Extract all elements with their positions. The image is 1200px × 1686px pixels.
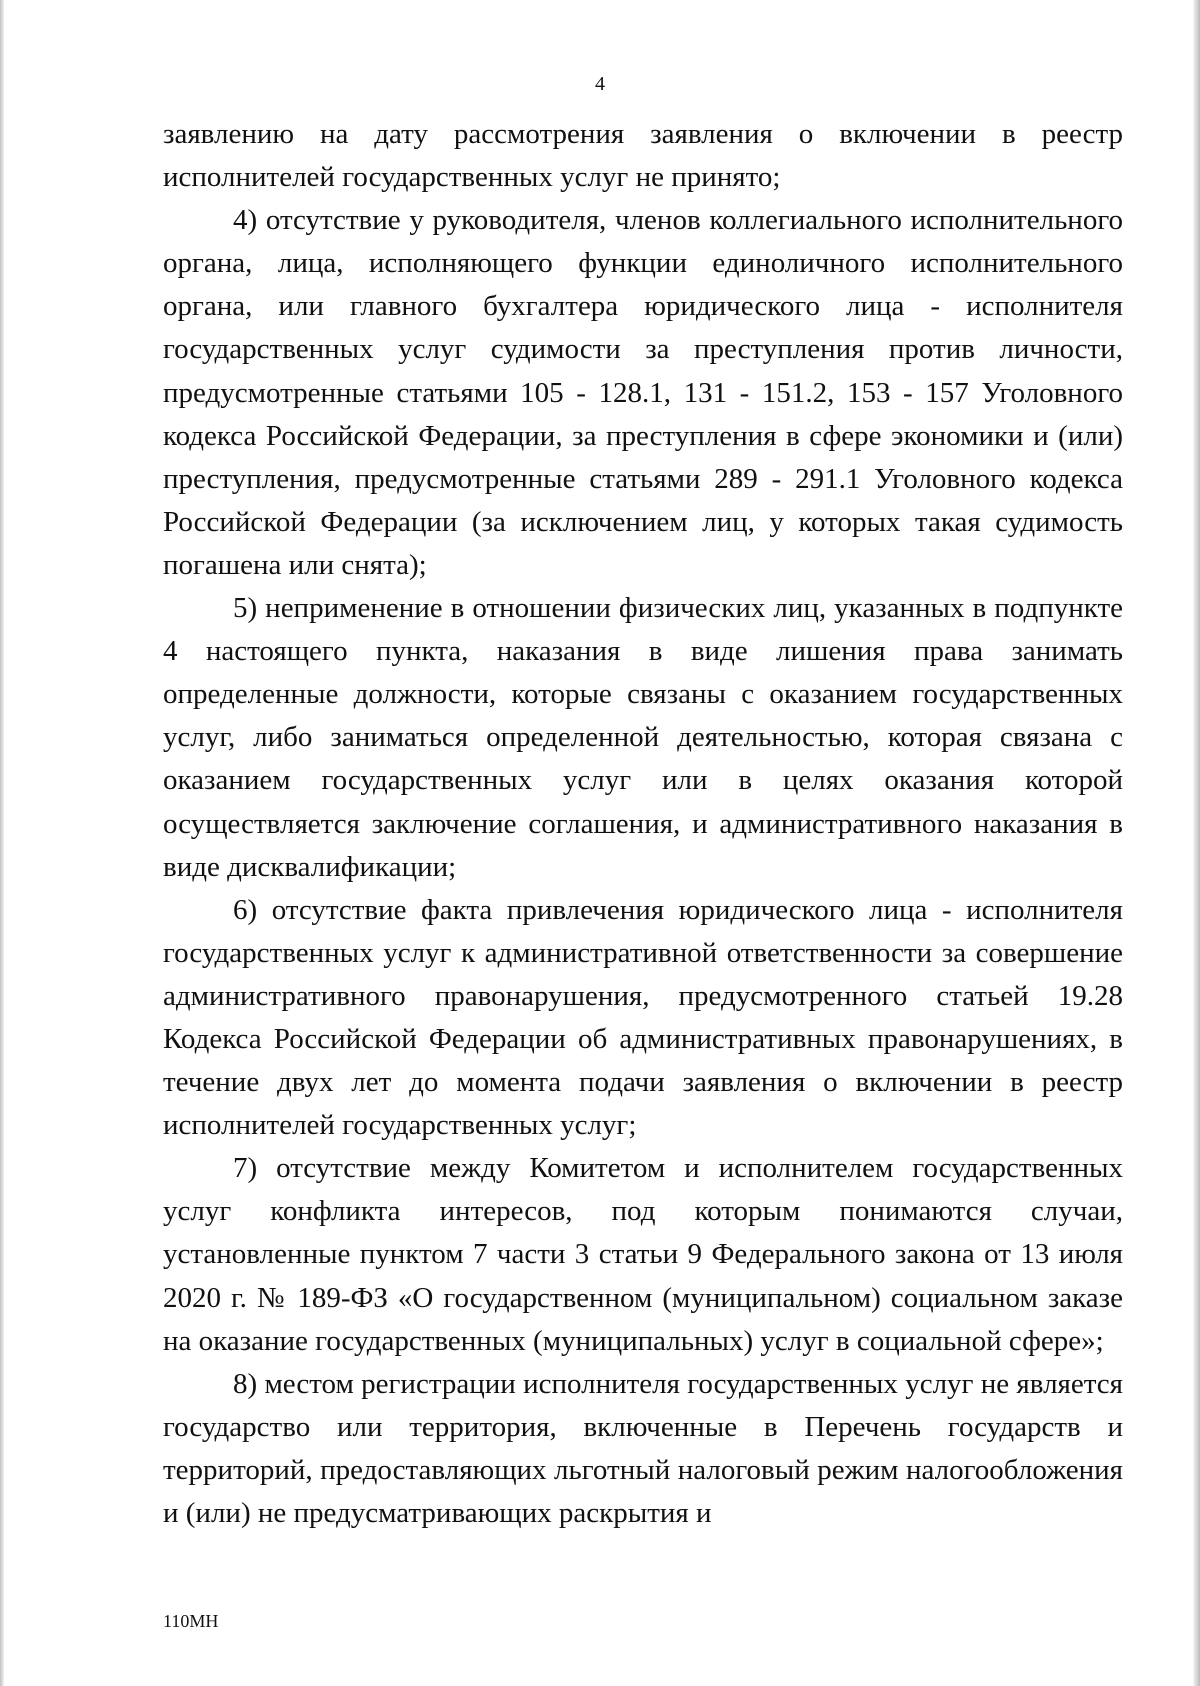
paragraph-item-6: 6) отсутствие факта привлечения юридического лица - исполнителя государственных услуг к административной ответственности за совершение административного правонарушения, предусмотренного статьей 19.28 Кодекса Российской Федерации об административных правонарушениях, в течение двух лет до момента подачи заявления о включении в реестр исполнителей государственных услуг; [163,893,1123,1142]
paragraph-continuation: заявлению на дату рассмотрения заявления о включении в реестр исполнителей государственных услуг не принято; [163,118,1123,194]
paragraph-item-5: 5) неприменение в отношении физических лиц, указанных в подпункте 4 настоящего пункта, наказания в виде лишения права занимать определенные должности, которые связаны с оказанием государственных услуг, либо заниматься определенной деятельностью, которая связана с оказанием государственных услуг или в целях оказания которой осуществляется заключение соглашения, и административного наказания в виде дисквалификации; [163,592,1123,883]
document-body [163,113,1123,1535]
paragraph-item-4: 4) отсутствие у руководителя, членов коллегиального исполнительного органа, лица, исполняющего функции единоличного исполнительного органа, или главного бухгалтера юридического лица - исполнителя государственных услуг судимости за преступления против личности, предусмотренные статьями 105 - 128.1, 131 - 151.2, 153 - 157 Уголовного кодекса Российской Федерации, за преступления в сфере экономики и (или) преступления, предусмотренные статьями 289 - 291.1 Уголовного кодекса Российской Федерации (за исключением лиц, у которых такая судимость погашена или снята); [163,204,1123,581]
footer-document-code: 110МН [163,1611,219,1631]
scan-edge-left [0,0,4,1686]
scan-edge-right [1193,0,1200,1686]
page-number: 4 [595,73,605,95]
paragraph-item-7: 7) отсутствие между Комитетом и исполнителем государственных услуг конфликта интересов, под которым понимаются случаи, установленные пунктом 7 части 3 статьи 9 Федерального закона от 13 июля 2020 г. № 189-ФЗ «О государственном (муниципальном) социальном заказе на оказание государственных (муниципальных) услуг в социальной сфере»; [163,1152,1123,1357]
paragraph-item-8: 8) местом регистрации исполнителя государственных услуг не является государство или территория, включенные в Перечень государств и территорий, предоставляющих льготный налоговый режим налогообложения и (или) не предусматривающих раскрытия и [163,1367,1123,1529]
